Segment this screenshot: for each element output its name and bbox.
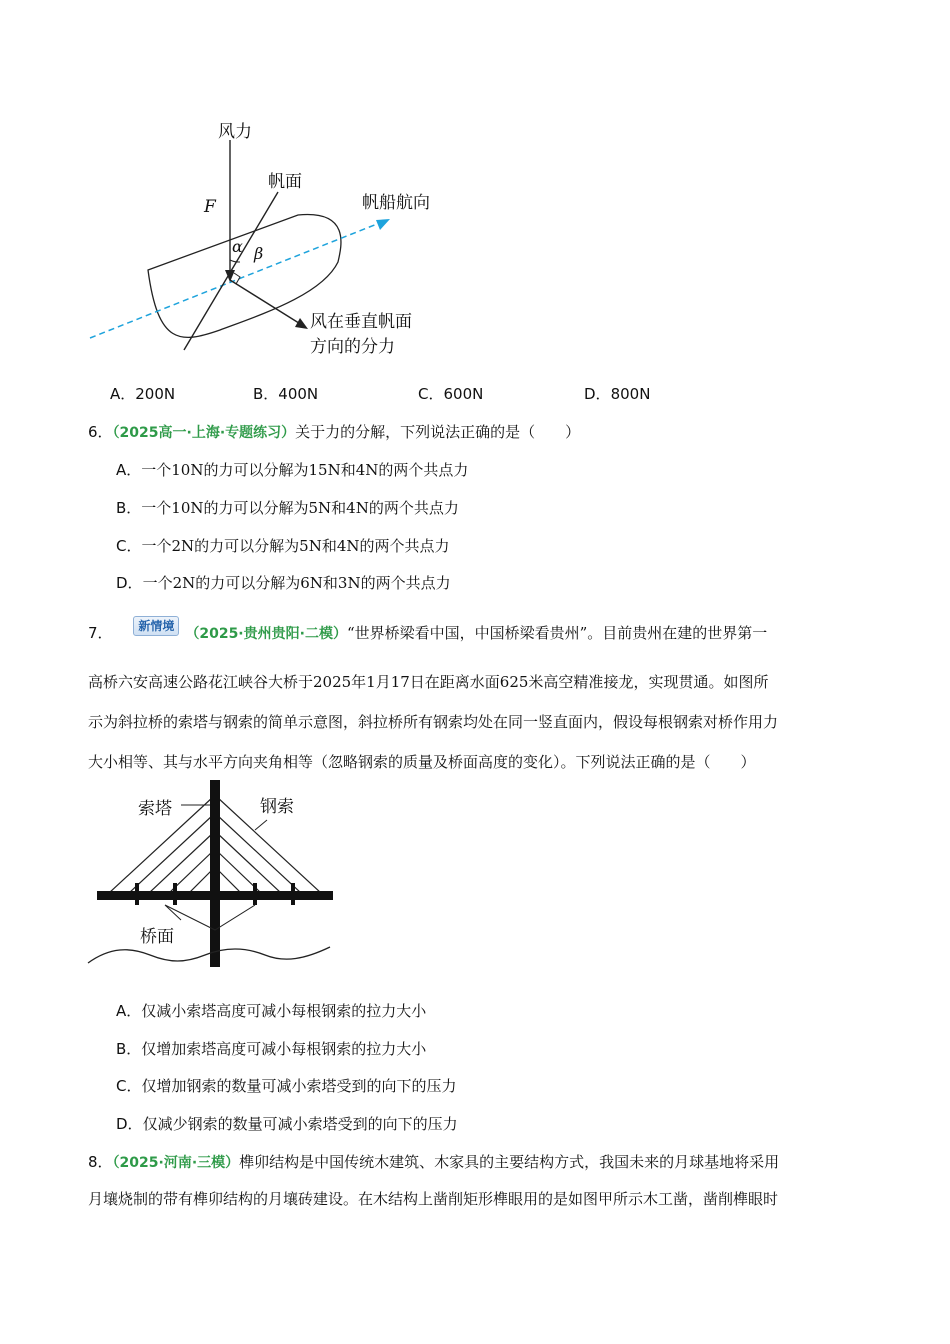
q6-option-a[interactable]: A．一个10N的力可以分解为15N和4N的两个共点力	[116, 461, 469, 479]
cable-stayed-bridge-diagram	[85, 775, 345, 970]
q8-stem-first	[88, 1151, 779, 1172]
q5-option-a[interactable]: A．200N	[110, 385, 176, 403]
q7-option-d[interactable]: D．仅减少钢索的数量可减小索塔受到的向下的压力	[116, 1115, 458, 1133]
question-text: 榫卯结构是中国传统木建筑、木家具的主要结构方式，我国未来的月球基地将采用	[239, 1153, 780, 1171]
q6-option-d[interactable]: D．一个2N的力可以分解为6N和3N的两个共点力	[116, 574, 451, 592]
q7-stem-continued: 高桥六安高速公路花江峡谷大桥于2025年1月17日在距离水面625米高空精准接龙，实现贯通。如图所 示为斜拉桥的索塔与钢索的简单示意图，斜拉桥所有钢索均处在同一竖直面内，假设每根钢索对桥作用力 大小相等、其与水平方向夹角相等（忽略钢索的质量及桥面高度的变化）。下列说法正确的是（ ）	[88, 673, 779, 771]
q7-stem-first	[88, 619, 768, 644]
question-source: （2025·贵州贵阳·二模）	[185, 626, 347, 642]
q7-option-b[interactable]: B．仅增加索塔高度可减小每根钢索的拉力大小	[116, 1040, 427, 1058]
beta-symbol: β	[254, 244, 264, 263]
sail-label: 帆面	[268, 172, 302, 192]
q7-option-c[interactable]: C．仅增加钢索的数量可减小索塔受到的向下的压力	[116, 1077, 457, 1095]
question-source: （2025高一·上海·专题练习）	[112, 425, 296, 441]
new-context-badge: 新情境	[133, 616, 179, 636]
q7-option-a[interactable]: A．仅减小索塔高度可减小每根钢索的拉力大小	[116, 1002, 427, 1020]
q5-option-c[interactable]: C．600N	[418, 385, 484, 403]
q6-option-c[interactable]: C．一个2N的力可以分解为5N和4N的两个共点力	[116, 537, 450, 555]
tower-label: 索塔	[138, 799, 172, 819]
perp-label-line2: 方向的分力	[310, 337, 395, 357]
deck-label: 桥面	[140, 927, 174, 947]
question-number: 8．	[88, 1153, 113, 1171]
q5-option-d[interactable]: D．800N	[584, 385, 651, 403]
question-number: 6．	[88, 423, 113, 441]
angle-arc	[230, 260, 240, 262]
wind-label: 风力	[218, 122, 252, 142]
water-line	[88, 947, 330, 963]
bridge-deck	[97, 891, 333, 900]
q6-option-b[interactable]: B．一个10N的力可以分解为5N和4N的两个共点力	[116, 499, 459, 517]
q6-stem	[88, 421, 580, 442]
heading-label: 帆船航向	[362, 193, 430, 213]
question-source: （2025·河南·三模）	[112, 1155, 240, 1171]
q8-stem-continued: 月壤烧制的带有榫卯结构的月壤砖建设。在木结构上凿削矩形榫眼用的是如图甲所示木工凿，凿削榫眼时	[88, 1190, 779, 1208]
cable-leader	[255, 820, 267, 830]
cable-label: 钢索	[260, 797, 294, 817]
tower	[210, 780, 220, 967]
heading-arrowhead	[376, 219, 390, 230]
perp-force-line	[230, 280, 302, 325]
sailboat-force-diagram	[80, 110, 480, 370]
question-text: 关于力的分解，下列说法正确的是（ ）	[295, 423, 581, 441]
q5-option-b[interactable]: B．400N	[253, 385, 319, 403]
force-symbol: F	[204, 197, 216, 217]
perp-force-arrowhead	[295, 318, 308, 329]
alpha-symbol: α	[232, 237, 243, 256]
question-text: “世界桥梁看中国，中国桥梁看贵州”。目前贵州在建的世界第一	[346, 624, 768, 642]
question-number: 7．	[88, 624, 113, 642]
perp-label-line1: 风在垂直帆面	[310, 312, 412, 332]
